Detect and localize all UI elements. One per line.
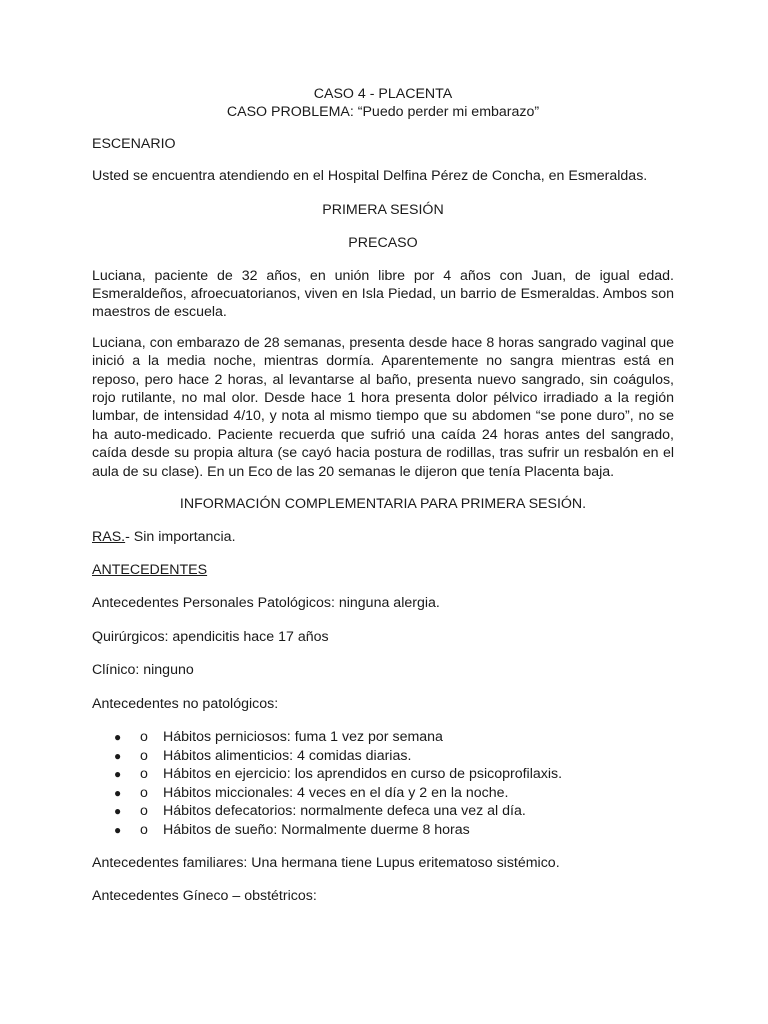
session-heading: PRIMERA SESIÓN xyxy=(322,201,444,218)
sub-bullet-icon: o xyxy=(140,747,148,764)
antecedentes-clinico: Clínico: ninguno xyxy=(92,662,194,679)
bullet-icon: ● xyxy=(114,729,122,744)
bullet-icon: ● xyxy=(114,785,122,800)
list-item xyxy=(114,747,674,766)
antecedentes-gineco: Antecedentes Gíneco – obstétricos: xyxy=(92,887,317,904)
habit-text: Hábitos de sueño: Normalmente duerme 8 horas xyxy=(163,821,470,838)
sub-bullet-icon: o xyxy=(140,766,148,783)
case-title: CASO 4 - PLACENTA xyxy=(313,86,453,102)
sub-bullet-icon: o xyxy=(140,784,148,801)
antecedentes-heading: ANTECEDENTES xyxy=(92,561,208,578)
sub-bullet-icon: o xyxy=(140,821,148,838)
list-item xyxy=(114,728,674,747)
complementary-heading: INFORMACIÓN COMPLEMENTARIA PARA PRIMERA SESIÓN. xyxy=(179,496,587,513)
list-item xyxy=(114,765,674,784)
ras-label: RAS. xyxy=(92,528,126,545)
bullet-icon: ● xyxy=(114,822,122,837)
escenario-heading: ESCENARIO xyxy=(92,136,176,152)
bullet-icon: ● xyxy=(114,767,122,782)
habit-text: Hábitos en ejercicio: los aprendidos en curso de psicoprofilaxis. xyxy=(163,766,563,783)
habit-text: Hábitos perniciosos: fuma 1 vez por semana xyxy=(163,728,443,745)
list-item xyxy=(114,802,674,821)
sub-bullet-icon: o xyxy=(140,728,148,745)
antecedentes-quirurgicos: Quirúrgicos: apendicitis hace 17 años xyxy=(92,628,329,645)
habit-text: Hábitos alimenticios: 4 comidas diarias. xyxy=(163,747,412,764)
escenario-text: Usted se encuentra atendiendo en el Hospital Delfina Pérez de Concha, en Esmeraldas. xyxy=(92,168,648,185)
antecedentes-familiares: Antecedentes familiares: Una hermana tiene Lupus eritematoso sistémico. xyxy=(92,854,560,871)
list-item xyxy=(114,821,674,840)
bullet-icon: ● xyxy=(114,748,122,763)
habit-text: Hábitos miccionales: 4 veces en el día y 2 en la noche. xyxy=(163,784,509,801)
list-item xyxy=(114,784,674,803)
antecedentes-no-patologicos: Antecedentes no patológicos: xyxy=(92,695,279,712)
ras-text: - Sin importancia. xyxy=(125,528,236,545)
habit-text: Hábitos defecatorios: normalmente defeca una vez al día. xyxy=(163,803,526,820)
habits-list xyxy=(92,728,674,840)
antecedentes-personales: Antecedentes Personales Patológicos: ninguna alergia. xyxy=(92,595,440,612)
precaso-heading: PRECASO xyxy=(348,235,418,252)
patient-paragraph: Luciana, paciente de 32 años, en unión libre por 4 años con Juan, de igual edad. Esmeraldeños, afroecuatorianos, viven en Isla Piedad, un barrio de Esmeraldas. Ambos son maestros de escuela. xyxy=(92,267,674,321)
ras-line xyxy=(92,528,674,546)
sub-bullet-icon: o xyxy=(140,803,148,820)
case-problem-title: CASO PROBLEMA: “Puedo perder mi embarazo” xyxy=(226,104,540,120)
bullet-icon: ● xyxy=(114,804,122,819)
history-paragraph: Luciana, con embarazo de 28 semanas, presenta desde hace 8 horas sangrado vaginal que inició a la media noche, mientras dormía. Aparentemente no sangra mientras está en reposo, pero hace 2 horas, al levantarse al baño, presenta nuevo sangrado, sin coágulos, rojo rutilante, no mal olor. Desde hace 1 hora presenta dolor pélvico irradiado a la región lumbar, de intensidad 4/10, y nota al mismo tiempo que su abdomen “se pone duro”, no se ha auto-medicado. Paciente recuerda que sufrió una caída 24 horas antes del sangrado, caída desde su propia altura (se cayó hacia postura de rodillas, tras sufrir un resbalón en el aula de su clase). En un Eco de las 20 semanas le dijeron que tenía Placenta baja. xyxy=(92,334,674,480)
